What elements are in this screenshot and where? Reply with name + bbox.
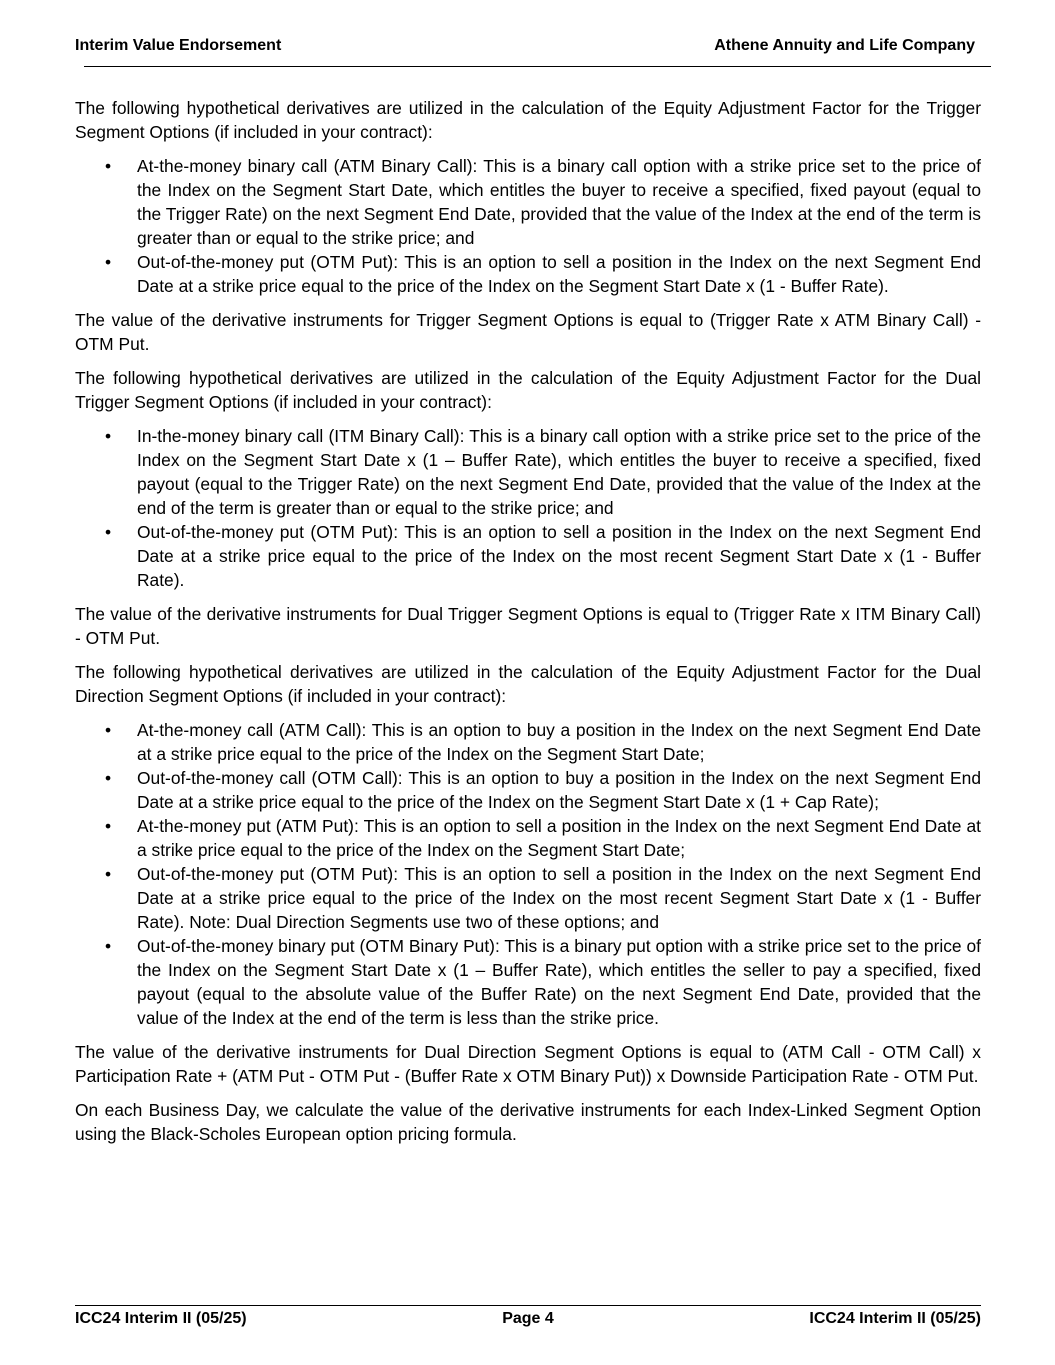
dual-trigger-derivatives-list [75, 424, 981, 592]
bullet-icon: • [105, 522, 112, 542]
bullet-icon: • [105, 426, 112, 446]
list-item-text: At-the-money binary call (ATM Binary Call): This is a binary call option with a strike price set to the price of the Index on the Segment Start Date, which entitles the buyer to receive a specified, fixed payout (equal to the Trigger Rate) on the next Segment End Date, provided that the value of the Index at the end of the term is greater than or equal to the strike price; and [137, 156, 981, 248]
footer-form-number-left: ICC24 Interim II (05/25) [75, 1310, 247, 1327]
list-item [75, 814, 981, 862]
header-document-title: Interim Value Endorsement [75, 37, 282, 54]
trigger-derivatives-list [75, 154, 981, 298]
paragraph-trigger-value: The value of the derivative instruments for Trigger Segment Options is equal to (Trigger Rate x ATM Binary Call) - OTM Put. [75, 310, 981, 354]
list-item [75, 862, 981, 934]
list-item [75, 766, 981, 814]
list-item-text: At-the-money put (ATM Put): This is an option to sell a position in the Index on the next Segment End Date at a strike price equal to the price of the Index on the Segment Start Date; [137, 816, 981, 860]
bullet-icon: • [105, 816, 112, 836]
list-item-text: Out-of-the-money put (OTM Put): This is an option to sell a position in the Index on the next Segment End Date at a strike price equal to the price of the Index on the Segment Start Date x (1 - Buffer Rate). [137, 252, 981, 296]
list-item-text: In-the-money binary call (ITM Binary Call): This is a binary call option with a strike price set to the price of the Index on the Segment Start Date x (1 – Buffer Rate), which entitles the buyer to receive a specified, fixed payout (equal to the Trigger Rate) on the next Segment End Date, provided that the value of the Index at the end of the term is greater than or equal to the strike price; and [137, 426, 981, 518]
paragraph-dual-trigger-value: The value of the derivative instruments for Dual Trigger Segment Options is equal to (Trigger Rate x ITM Binary Call) - OTM Put. [75, 604, 981, 648]
footer-page-number: Page 4 [502, 1310, 554, 1327]
bullet-icon: • [105, 156, 112, 176]
bullet-icon: • [105, 252, 112, 272]
document-body [75, 96, 981, 1156]
footer-form-number-right: ICC24 Interim II (05/25) [809, 1310, 981, 1327]
bullet-icon: • [105, 768, 112, 788]
footer-divider [75, 1305, 981, 1306]
list-item-text: At-the-money call (ATM Call): This is an option to buy a position in the Index on the next Segment End Date at a strike price equal to the price of the Index on the Segment Start Date; [137, 720, 981, 764]
dual-direction-derivatives-list [75, 718, 981, 1030]
list-item [75, 154, 981, 250]
paragraph-dual-direction-value: The value of the derivative instruments for Dual Direction Segment Options is equal to (ATM Call - OTM Call) x Participation Rate + (ATM Put - OTM Put - (Buffer Rate x OTM Binary Put)) x Downside Participation Rate - OTM Put. [75, 1042, 981, 1086]
bullet-icon: • [105, 864, 112, 884]
list-item [75, 520, 981, 592]
list-item-text: Out-of-the-money put (OTM Put): This is an option to sell a position in the Index on the next Segment End Date at a strike price equal to the price of the Index on the most recent Segment Start Date x (1 - Buffer Rate). Note: Dual Direction Segments use two of these options; and [137, 864, 981, 932]
list-item [75, 250, 981, 298]
paragraph-black-scholes: On each Business Day, we calculate the value of the derivative instruments for each Index-Linked Segment Option using the Black-Scholes European option pricing formula. [75, 1100, 981, 1144]
paragraph-dual-direction-intro: The following hypothetical derivatives are utilized in the calculation of the Equity Adjustment Factor for the Dual Direction Segment Options (if included in your contract): [75, 662, 981, 706]
list-item [75, 718, 981, 766]
list-item-text: Out-of-the-money binary put (OTM Binary Put): This is a binary put option with a strike price set to the price of the Index on the Segment Start Date x (1 – Buffer Rate), which entitles the seller to pay a specified, fixed payout (equal to the absolute value of the Buffer Rate) on the next Segment End Date, provided that the value of the Index at the end of the term is less than the strike price. [137, 936, 981, 1028]
paragraph-trigger-intro: The following hypothetical derivatives are utilized in the calculation of the Equity Adjustment Factor for the Trigger Segment Options (if included in your contract): [75, 98, 981, 142]
paragraph-dual-trigger-intro: The following hypothetical derivatives are utilized in the calculation of the Equity Adjustment Factor for the Dual Trigger Segment Options (if included in your contract): [75, 368, 981, 412]
bullet-icon: • [105, 936, 112, 956]
list-item [75, 934, 981, 1030]
list-item [75, 424, 981, 520]
bullet-icon: • [105, 720, 112, 740]
header-divider [84, 66, 991, 67]
header-company-name: Athene Annuity and Life Company [714, 37, 975, 54]
list-item-text: Out-of-the-money put (OTM Put): This is an option to sell a position in the Index on the next Segment End Date at a strike price equal to the price of the Index on the most recent Segment Start Date x (1 - Buffer Rate). [137, 522, 981, 590]
list-item-text: Out-of-the-money call (OTM Call): This is an option to buy a position in the Index on the next Segment End Date at a strike price equal to the price of the Index on the Segment Start Date x (1 + Cap Rate); [137, 768, 981, 812]
